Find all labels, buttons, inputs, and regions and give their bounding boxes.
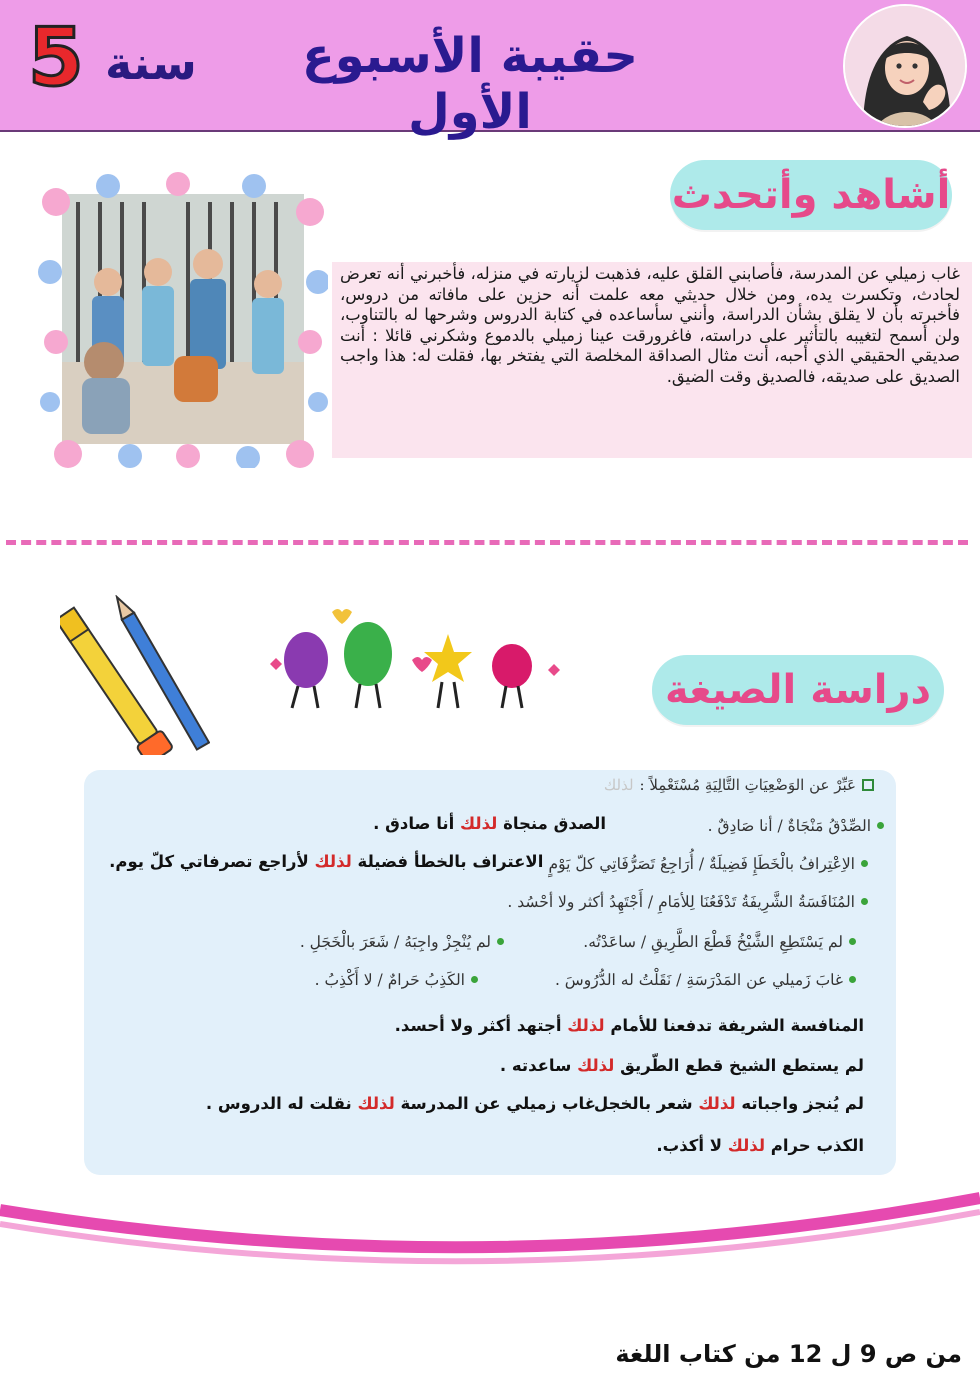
bullet-icon [849, 976, 856, 983]
section-divider [6, 540, 968, 545]
given-sentence-6: غابَ زَميلي عن المَدْرَسَةِ / نَقَلْتُ له الدُّرُوسَ . [555, 968, 856, 989]
answer-2: الاعتراف بالخطأ فضيلة لذلك لأراجع تصرفاتي كلّ يوم. [109, 852, 544, 871]
given-sentence-2: الاِعْتِرافُ بالْخَطَإِ فَضِيلَةٌ / أُرَاجِعُ تَصَرُّفَاتِي كلّ يَوْمٍ الاعتراف بالخطأ فضيلة لذلك لأراجع تصرفاتي كلّ يوم. [109, 852, 868, 873]
keyword: لذلك [460, 814, 498, 833]
answer-5: لم يُنجز واجباته لذلك شعر بالخجل [593, 1094, 864, 1113]
grade-label: سنة [105, 36, 197, 90]
given-sentence-4: لم يَسْتَطِعِ الشَّيْخُ قَطْعَ الطَّرِيقِ / ساعَدْتُه. [583, 930, 856, 951]
answer-1: الصدق منجاة لذلك أنا صادق . [373, 814, 606, 833]
keyword: لذلك [567, 1016, 605, 1035]
keyword: لذلك [727, 1136, 766, 1155]
cartoon-characters [262, 604, 562, 716]
exercise-instruction [604, 776, 874, 794]
grade-number: 5 [28, 11, 84, 104]
answer-4: لم يستطع الشيخ قطع الطّريق لذلك ساعدته . [499, 1056, 864, 1075]
given-sentence-1: الصِّدْقُ مَنْجَاةٌ / أنا صَادِقٌ . [708, 814, 884, 835]
story-paragraph: غاب زميلي عن المدرسة، فأصابني القلق عليه، فذهبت لزيارته في منزله، فأخبرني أنه تعرض لحادث، وتكسرت يده، ومن خلال حديثي معه علمت أنه حزين على مافاته من دروس، فأخبرته بأن لا يقلق بشأن الدراسة، وأنني سأساعده في كتابة الدروس وشرحها له بالتناوب، ولن أسمح لتغيبه بالتأثير على دراسته، فاغرورقت عينا زميلي بالدموع وشكرني قائلا : أنت صديقي الحقيقي الذي أحبه، أنت مثال الصداقة المخلصة التي يفتخر بها، فقلت له: هذا واجب الصديق على صديقه، فالصديق وقت الضيق. [340, 264, 960, 386]
bullet-icon [861, 860, 868, 867]
bullet-icon [497, 938, 504, 945]
instruction-keyword-faded: لذلك [603, 776, 634, 794]
bottom-wave-decoration [0, 1180, 980, 1290]
page-title: حقيبة الأسبوع الأول [301, 28, 639, 140]
given-sentence-5: لم يُنْجِزْ واجِبَهُ / شَعَرَ بالْخَجَلِ . [300, 930, 504, 951]
section-title-study: دراسة الصيغة [652, 655, 944, 725]
given-sentence-7: الكَذِبُ حَرامٌ / لا أَكْذِبُ . [315, 968, 478, 989]
instruction-text: عَبِّرْ عن الوَضْعِيَاتِ التَّالِيَةِ مُسْتَعْمِلاً : [639, 776, 856, 794]
pencils-illustration [60, 595, 210, 755]
answer-7: الكذب حرام لذلك لا أكذب. [656, 1136, 864, 1155]
story-text-box [332, 262, 972, 458]
keyword: لذلك [314, 852, 352, 871]
keyword: لذلك [698, 1094, 736, 1113]
given-sentence-3: المُنَافَسَةُ الشَّرِيفَةُ تَدْفَعُنَا لِلأمَامِ / أَجْتَهِدُ أكثر ولا أحْسُد . [507, 890, 868, 911]
bullet-icon [861, 898, 868, 905]
avatar-illustration [843, 4, 967, 128]
exercise-card [84, 770, 896, 1175]
keyword: لذلك [357, 1094, 395, 1113]
header-banner [0, 0, 980, 140]
footer-reference: من ص 9 ل 12 من كتاب اللغة [615, 1340, 962, 1368]
bullet-icon [849, 938, 856, 945]
story-illustration [38, 172, 328, 468]
bullet-icon [877, 822, 884, 829]
section-title-observe: أشاهد وأتحدث [670, 160, 952, 230]
checkbox-icon [862, 779, 874, 791]
answer-6: غاب زميلي عن المدرسة لذلك نقلت له الدروس . [205, 1094, 596, 1113]
answer-3: المنافسة الشريفة تدفعنا للأمام لذلك أجتهد أكثر ولا أحسد. [394, 1016, 864, 1035]
keyword: لذلك [577, 1056, 615, 1075]
bullet-icon [471, 976, 478, 983]
